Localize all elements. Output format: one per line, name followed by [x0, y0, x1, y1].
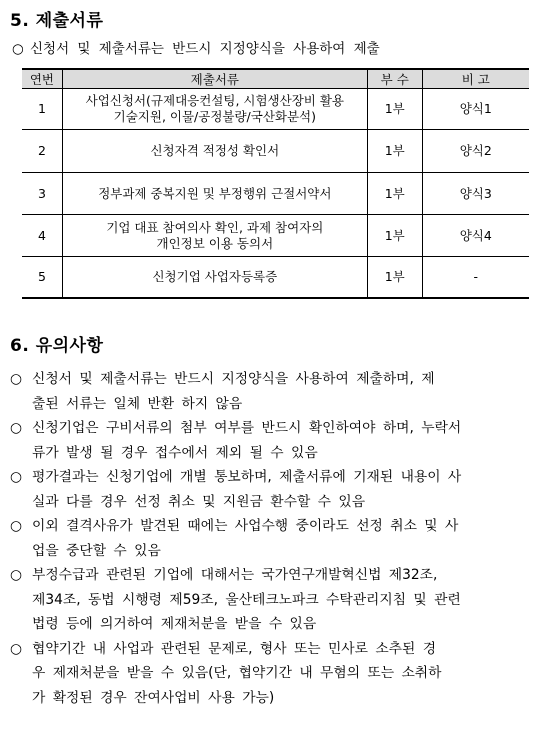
table-row [22, 257, 529, 298]
header-document: 제출서류 [62, 69, 367, 89]
row-no: 3 [22, 173, 62, 215]
note-line: 출된 서류는 일체 반환 하지 않음 [32, 395, 243, 412]
note-line: 업을 중단할 수 있음 [32, 542, 161, 559]
list-item [10, 637, 540, 711]
row-document [62, 89, 367, 130]
header-copies: 부 수 [367, 69, 422, 89]
documents-table [22, 68, 529, 299]
row-note: 양식1 [422, 89, 529, 130]
bullet-icon: ○ [10, 371, 23, 387]
table-row [22, 130, 529, 173]
row-no: 2 [22, 130, 62, 173]
doc-line: 개인정보 이용 동의서 [156, 235, 274, 251]
note-line: 신청서 및 제출서류는 반드시 지정양식을 사용하여 제출하며, 제 [32, 371, 435, 387]
row-document: 정부과제 중복지원 및 부정행위 근절서약서 [62, 173, 367, 215]
row-copies: 1부 [367, 130, 422, 173]
section-5-intro [12, 37, 380, 57]
section-5-title: 5. 제출서류 [10, 11, 104, 31]
table-header-row [22, 69, 529, 89]
row-copies: 1부 [367, 215, 422, 257]
note-line: 부정수급과 관련된 기업에 대해서는 국가연구개발혁신법 제32조, [32, 567, 438, 583]
bullet-icon: ○ [10, 469, 23, 485]
note-line: 가 확정된 경우 잔여사업비 사용 가능) [32, 689, 275, 706]
note-line: 평가결과는 신청기업에 개별 통보하며, 제출서류에 기재된 내용이 사 [32, 469, 462, 485]
row-note: 양식2 [422, 130, 529, 173]
bullet-icon: ○ [10, 640, 23, 657]
row-note: 양식3 [422, 173, 529, 215]
list-item [10, 465, 540, 514]
row-copies: 1부 [367, 173, 422, 215]
header-note: 비 고 [422, 69, 529, 89]
row-note: 양식4 [422, 215, 529, 257]
row-no: 4 [22, 215, 62, 257]
row-copies: 1부 [367, 257, 422, 298]
section-6-title: 6. 유의사항 [10, 336, 104, 356]
note-line: 이외 결격사유가 발견된 때에는 사업수행 중이라도 선정 취소 및 사 [32, 518, 459, 534]
doc-line: 사업신청서(규제대응컨설팅, 시험생산장비 활용 [85, 93, 344, 108]
list-item [10, 514, 540, 563]
intro-text: 신청서 및 제출서류는 반드시 지정양식을 사용하여 제출 [30, 41, 380, 57]
note-line: 실과 다를 경우 선정 취소 및 지원금 환수할 수 있음 [32, 493, 366, 510]
table-row [22, 215, 529, 257]
row-no: 1 [22, 89, 62, 130]
bullet-icon: ○ [10, 567, 23, 583]
doc-line: 기술지원, 이물/공정불량/국산화분석) [113, 109, 317, 124]
bullet-icon: ○ [12, 41, 24, 57]
notice-list [10, 367, 540, 710]
row-no: 5 [22, 257, 62, 298]
bullet-icon: ○ [10, 420, 23, 436]
row-document: 신청기업 사업자등록증 [62, 257, 367, 298]
table-row [22, 89, 529, 130]
list-item [10, 416, 540, 465]
row-document [62, 215, 367, 257]
row-note: - [422, 257, 529, 298]
note-line: 신청기업은 구비서류의 첨부 여부를 반드시 확인하여야 하며, 누락서 [32, 420, 462, 436]
bullet-icon: ○ [10, 518, 23, 534]
header-no: 연번 [22, 69, 62, 89]
note-line: 제34조, 동법 시행령 제59조, 울산테크노파크 수탁관리지침 및 관련 [32, 591, 461, 608]
row-copies: 1부 [367, 89, 422, 130]
row-document: 신청자격 적정성 확인서 [62, 130, 367, 173]
note-line: 법령 등에 의거하여 제재처분을 받을 수 있음 [32, 616, 317, 632]
list-item [10, 367, 540, 416]
list-item [10, 563, 540, 637]
note-line: 협약기간 내 사업과 관련된 문제로, 형사 또는 민사로 소추된 경 [32, 640, 437, 657]
doc-line: 기업 대표 참여의사 확인, 과제 참여자의 [106, 219, 324, 235]
note-line: 우 제재처분을 받을 수 있음(단, 협약기간 내 무혐의 또는 소취하 [32, 665, 442, 681]
table-row [22, 173, 529, 215]
note-line: 류가 발생 될 경우 접수에서 제외 될 수 있음 [32, 444, 318, 461]
